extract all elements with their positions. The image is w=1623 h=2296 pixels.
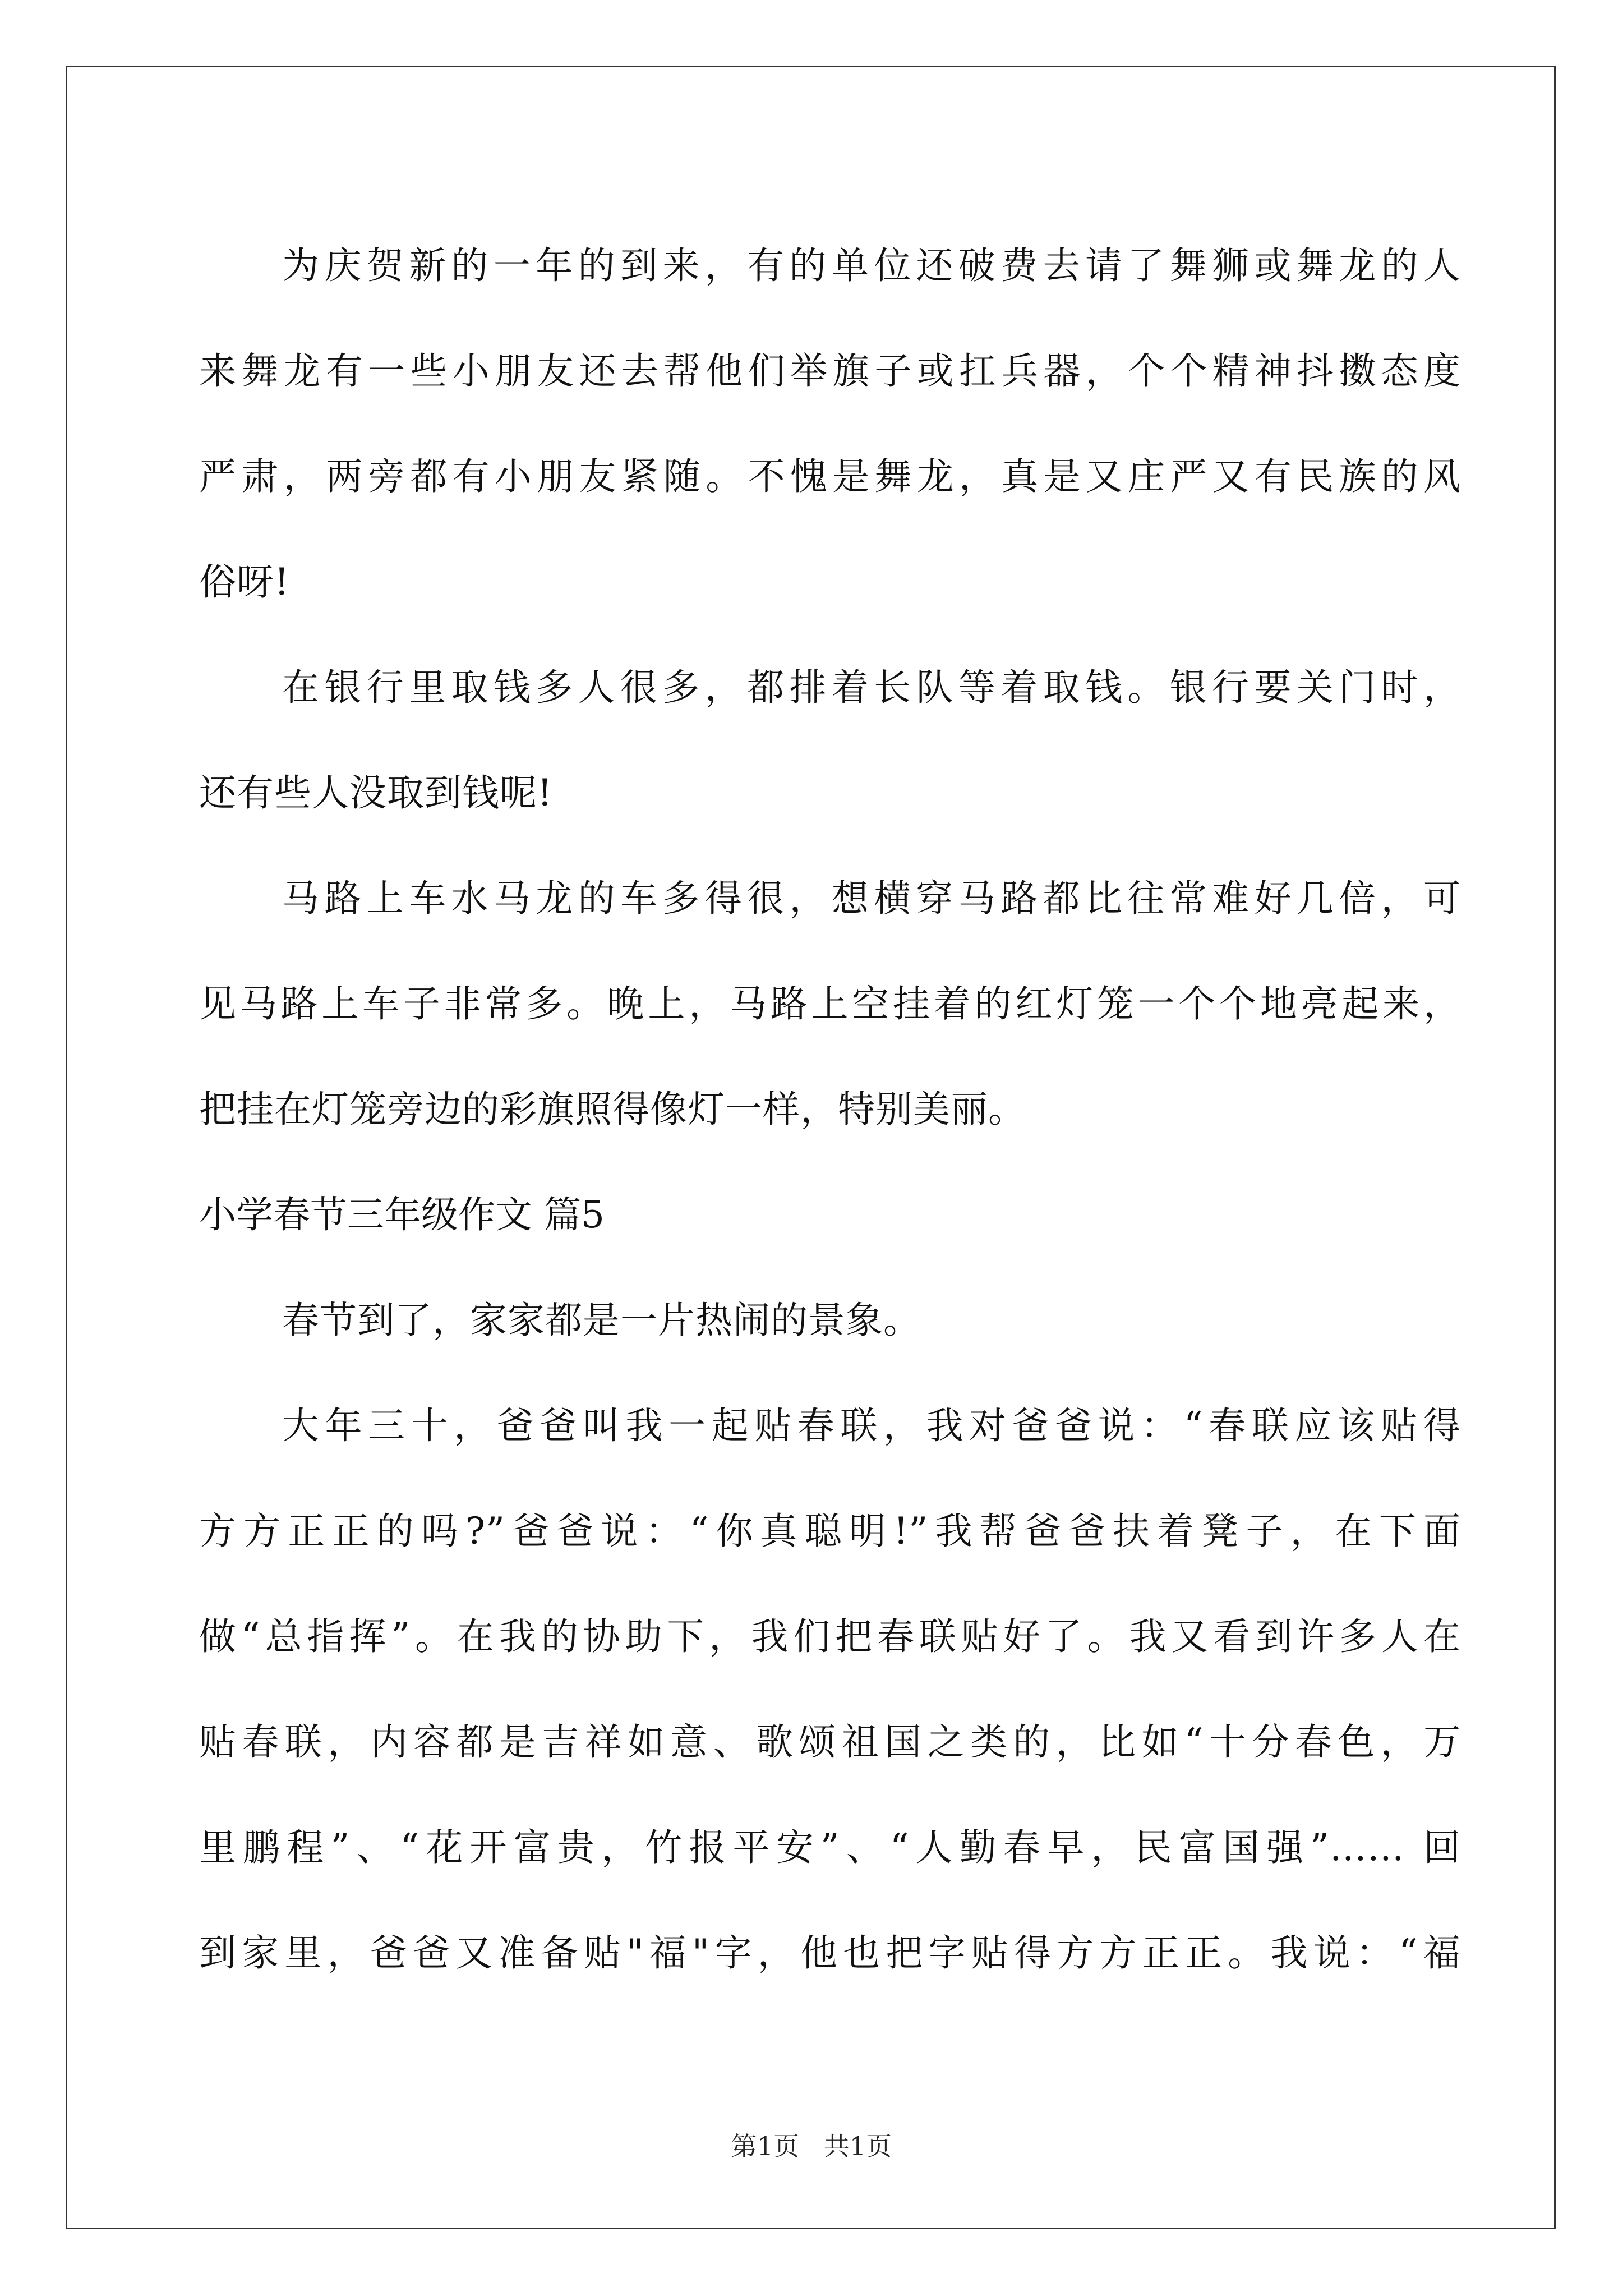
paragraph-3 (199, 846, 1461, 1162)
text-line: 严肃，两旁都有小朋友紧随。不愧是舞龙，真是又庄严又有民族的风 (199, 455, 1461, 498)
text-line: 贴春联，内容都是吉祥如意、歌颂祖国之类的，比如“十分春色，万 (199, 1720, 1461, 1764)
text-line: 俗呀! (199, 560, 290, 604)
paragraph-4 (199, 1268, 1461, 1373)
text-line: 为庆贺新的一年的到来，有的单位还破费去请了舞狮或舞龙的人 (282, 244, 1461, 287)
text-line: 把挂在灯笼旁边的彩旗照得像灯一样，特别美丽。 (199, 1088, 1026, 1131)
text-line: 马路上车水马龙的车多得很，想横穿马路都比往常难好几倍，可 (282, 877, 1461, 920)
text-line: 在银行里取钱多人很多，都排着长队等着取钱。银行要关门时， (282, 666, 1461, 709)
page-number-footer: 第1页 共1页 (731, 2131, 892, 2161)
text-line: 做“总指挥”。在我的协助下，我们把春联贴好了。我又看到许多人在 (199, 1615, 1461, 1658)
text-line: 还有些人没取到钱呢! (199, 771, 553, 815)
section-heading: 小学春节三年级作文 篇5 (199, 1193, 605, 1236)
text-line: 到家里，爸爸又准备贴"福"字，他也把字贴得方方正正。我说：“福 (199, 1931, 1461, 1975)
paragraph-5 (199, 1373, 1461, 2006)
text-line: 方方正正的吗?”爸爸说：“你真聪明!”我帮爸爸扶着凳子，在下面 (199, 1510, 1461, 1553)
text-line: 春节到了，家家都是一片热闹的景象。 (282, 1299, 921, 1342)
text-line: 见马路上车子非常多。晚上，马路上空挂着的红灯笼一个个地亮起来， (199, 982, 1461, 1025)
text-line: 里鹏程”、“花开富贵，竹报平安”、“人勤春早，民富国强”…… 回 (199, 1826, 1461, 1869)
paragraph-2 (199, 635, 1461, 846)
text-line: 大年三十，爸爸叫我一起贴春联，我对爸爸说：“春联应该贴得 (282, 1404, 1461, 1447)
document-body (199, 213, 1461, 2006)
paragraph-1 (199, 213, 1461, 635)
text-line: 来舞龙有一些小朋友还去帮他们举旗子或扛兵器，个个精神抖擞态度 (199, 349, 1461, 393)
